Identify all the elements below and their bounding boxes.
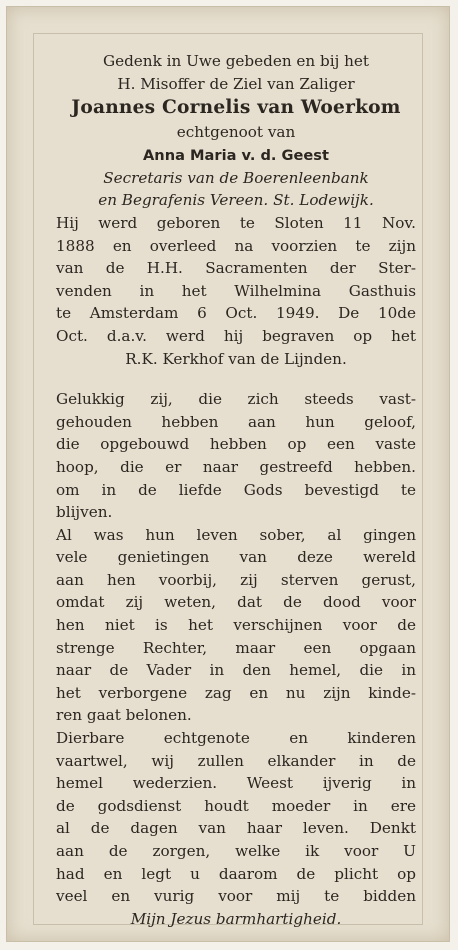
biography-line: venden in het Wilhelmina Gasthuis [56, 281, 416, 300]
paragraph2-line: het verborgene zag en nu zijn kinde- [56, 683, 416, 702]
deceased-name: Joannes Cornelis van Woerkom [71, 97, 401, 119]
biography-line: te Amsterdam 6 Oct. 1949. De 10de [56, 304, 416, 323]
intro-line-2: H. Misoffer de Ziel van Zaliger [117, 74, 355, 93]
closing-prayer: Mijn Jezus barmhartigheid. [130, 909, 342, 928]
biography-line: Hij werd geboren te Sloten 11 Nov. [56, 213, 416, 232]
role-line-2: en Begrafenis Vereen. St. Lodewijk. [98, 191, 374, 210]
paragraph-gap [56, 370, 416, 388]
biography-line: Oct. d.a.v. werd hij begraven op het [56, 326, 416, 345]
memorial-card [6, 6, 450, 942]
spouse-name: Anna Maria v. d. Geest [143, 146, 329, 164]
paragraph3-line: aan de zorgen, welke ik voor U [56, 842, 416, 860]
paragraph1-line: gehouden hebben aan hun geloof, [56, 412, 416, 431]
biography-line: van de H.H. Sacramenten der Ster- [56, 259, 416, 278]
paragraph3-line: de godsdienst houdt moeder in ere [56, 796, 416, 815]
intro-line-1: Gedenk in Uwe gebeden en bij het [102, 52, 370, 70]
paragraph2-line: omdat zij weten, dat de dood voor [56, 593, 416, 612]
paragraph1-line: blijven. [56, 503, 113, 522]
paragraph3-line: vaartwel, wij zullen elkander in de [56, 751, 416, 770]
paragraph1-line: hoop, die er naar gestreefd hebben. [56, 457, 416, 476]
paragraph3-line: had en legt u daarom de plicht op [56, 864, 416, 883]
paragraph2-line: ren gaat belonen. [56, 706, 192, 725]
relation-text: echtgenoot van [176, 123, 296, 142]
role-line-1: Secretaris van de Boerenleenbank [103, 168, 369, 187]
paragraph2-line: strenge Rechter, maar een opgaan [56, 638, 416, 657]
paragraph2-line: aan hen voorbij, zij sterven gerust, [56, 570, 416, 589]
paragraph3-line: hemel wederzien. Weest ijverig in [56, 774, 416, 793]
paragraph1-line: die opgebouwd hebben op een vaste [56, 435, 416, 454]
biography-line: 1888 en overleed na voorzien te zijn [56, 236, 416, 255]
paragraph1-line: om in de liefde Gods bevestigd te [56, 480, 416, 499]
paragraph3-line: al de dagen van haar leven. Denkt [56, 819, 416, 838]
paragraph3-line: Dierbare echtgenote en kinderen [56, 729, 416, 748]
card-text [56, 50, 416, 930]
paragraph2-line: vele genietingen van deze wereld [56, 548, 416, 567]
paragraph3-line: veel en vurig voor mij te bidden [56, 887, 416, 906]
biography-line: R.K. Kerkhof van de Lijnden. [125, 349, 347, 368]
paragraph1-line: Gelukkig zij, die zich steeds vast- [56, 390, 416, 409]
paragraph2-line: hen niet is het verschijnen voor de [56, 616, 416, 635]
paragraph2-line: naar de Vader in den hemel, die in [56, 661, 416, 680]
paragraph2-line: Al was hun leven sober, al gingen [56, 525, 416, 544]
